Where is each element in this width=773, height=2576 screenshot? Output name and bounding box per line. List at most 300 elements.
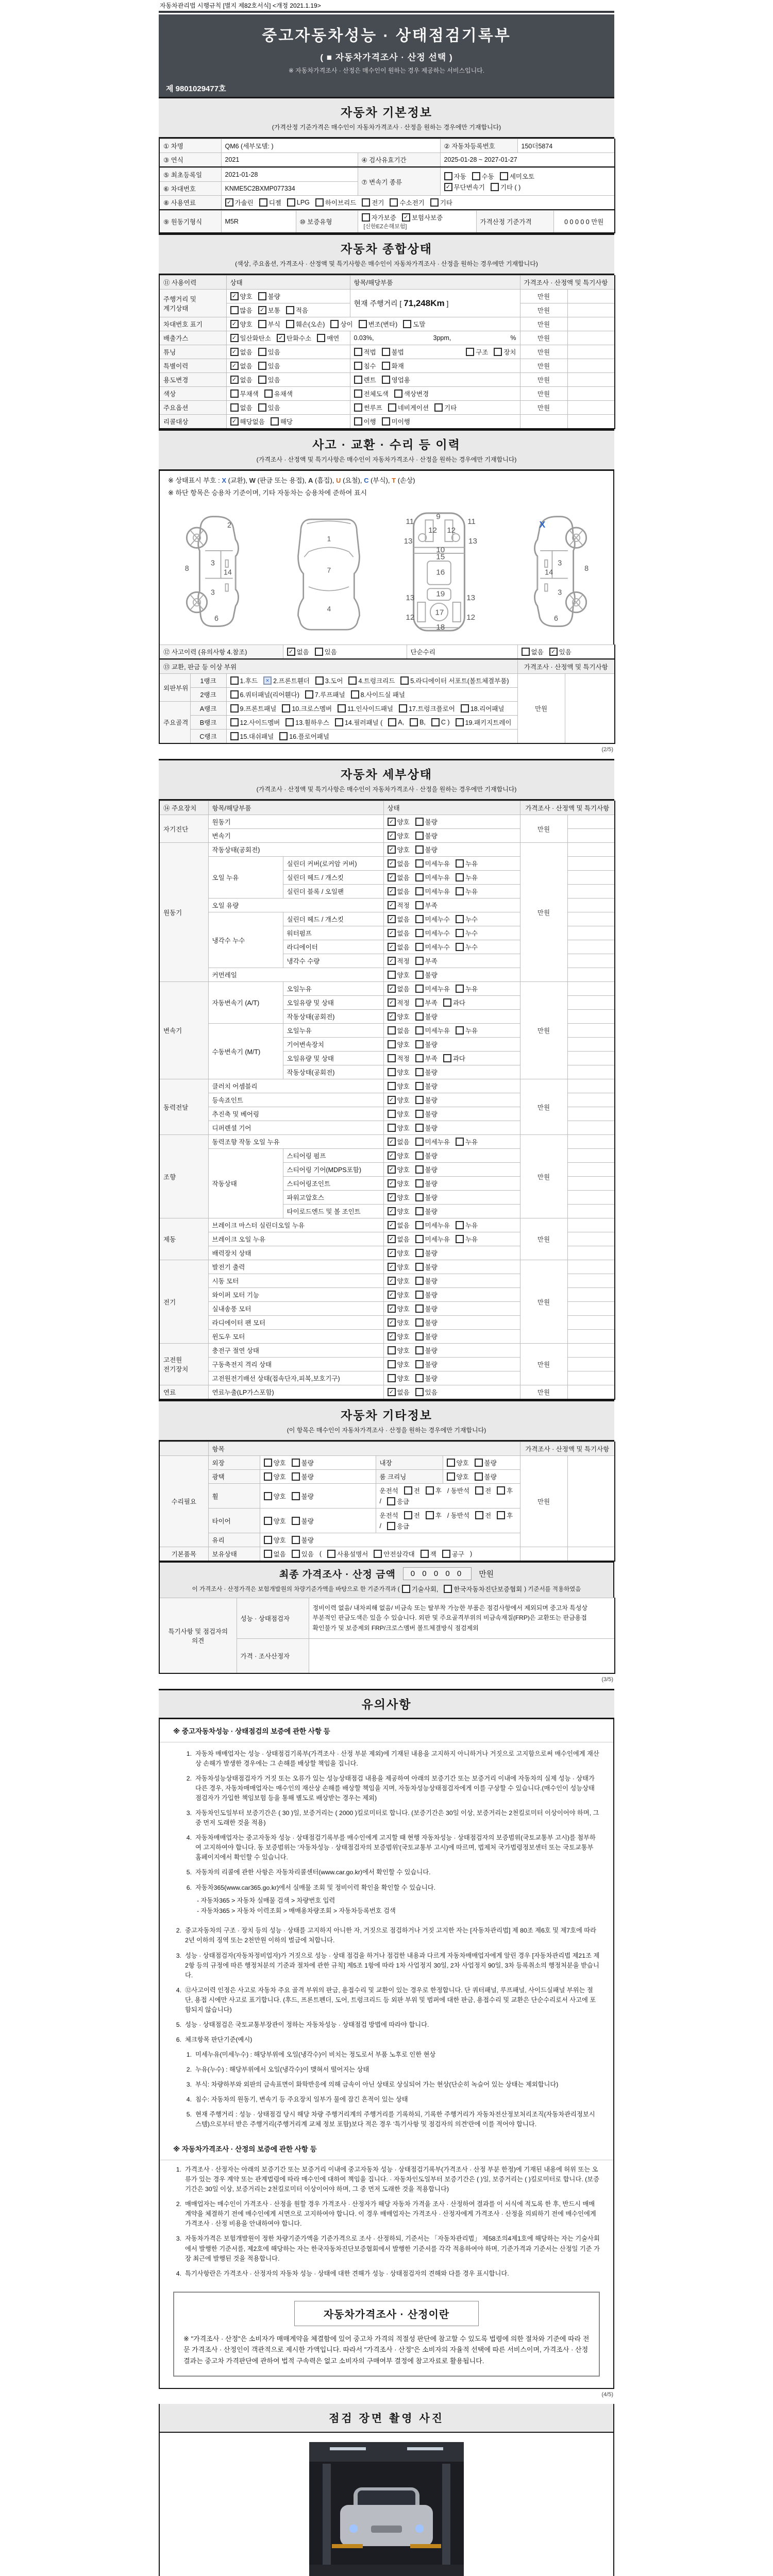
checkbox-unchecked[interactable] xyxy=(415,817,438,826)
panel-number: 3 xyxy=(211,559,215,568)
notice-item xyxy=(160,2032,613,2047)
item-label: 충전구 절연 상태 xyxy=(208,1344,383,1358)
checkbox-box-icon xyxy=(362,198,370,207)
checkbox-unchecked[interactable] xyxy=(359,319,398,329)
checkbox-unchecked[interactable] xyxy=(258,375,280,384)
checkbox-unchecked[interactable] xyxy=(404,1511,420,1520)
checkbox-unchecked[interactable] xyxy=(292,1516,314,1526)
checkbox-unchecked[interactable] xyxy=(415,1318,438,1327)
seat-label: 운전석 xyxy=(379,1512,398,1519)
checkbox-checked[interactable] xyxy=(388,1332,410,1341)
checkbox-checked[interactable] xyxy=(230,319,253,329)
checkbox-checked[interactable] xyxy=(388,1387,410,1397)
panel-number: 18 xyxy=(436,623,445,632)
checkbox-unchecked[interactable] xyxy=(282,704,332,713)
checkbox-unchecked[interactable] xyxy=(230,704,277,713)
checkbox-checked[interactable] xyxy=(388,1276,410,1285)
checkbox-unchecked[interactable] xyxy=(415,1276,438,1285)
checkbox-unchecked[interactable] xyxy=(415,984,450,993)
checkbox-label: 양호 xyxy=(397,819,410,826)
checkbox-label: 있음 xyxy=(559,649,572,656)
checkbox-unchecked[interactable] xyxy=(259,198,281,207)
notice-item xyxy=(160,1771,613,1806)
checkbox-unchecked[interactable] xyxy=(388,1026,410,1035)
checkbox-unchecked[interactable] xyxy=(415,1346,438,1355)
checkbox-unchecked[interactable] xyxy=(387,1497,409,1506)
checkbox-box-icon xyxy=(415,1235,424,1243)
checkbox-label: 11.인사이드패널 xyxy=(347,705,393,713)
checkbox-box-icon xyxy=(415,1291,424,1299)
checkbox-box-icon xyxy=(415,1151,424,1160)
checkbox-checked[interactable] xyxy=(230,375,253,384)
state-checks xyxy=(388,817,516,826)
notice-item xyxy=(160,2231,613,2266)
checkbox-checked[interactable] xyxy=(388,1221,410,1230)
checkbox-checked[interactable] xyxy=(388,1165,410,1174)
checkbox-unchecked[interactable] xyxy=(382,417,410,426)
checkbox-box-icon xyxy=(415,1249,424,1257)
checkbox-unchecked[interactable] xyxy=(230,389,259,398)
checkbox-unchecked[interactable] xyxy=(258,319,280,329)
checkbox-unchecked[interactable] xyxy=(421,1549,436,1558)
color-detail-checks xyxy=(354,389,516,398)
checkbox-unchecked[interactable] xyxy=(447,1472,469,1481)
checkbox-unchecked[interactable] xyxy=(382,347,404,357)
checkbox-checked[interactable] xyxy=(388,998,410,1007)
checkbox-box-icon: ✓ xyxy=(388,1304,396,1313)
checkbox-unchecked[interactable] xyxy=(415,1026,450,1035)
damage-code-legend xyxy=(159,471,614,501)
checkbox-unchecked[interactable] xyxy=(362,213,396,222)
checkbox-unchecked[interactable] xyxy=(415,1151,438,1160)
checkbox-checked[interactable] xyxy=(230,347,253,357)
checkbox-unchecked[interactable] xyxy=(475,1472,497,1481)
checkbox-unchecked[interactable] xyxy=(374,1549,414,1558)
checkbox-checked[interactable] xyxy=(230,417,265,426)
checkbox-unchecked[interactable] xyxy=(287,198,310,207)
checkbox-unchecked[interactable] xyxy=(387,1521,409,1531)
checkbox-unchecked[interactable] xyxy=(264,1472,286,1481)
checkbox-unchecked[interactable] xyxy=(292,1458,314,1467)
checkbox-label: 16.플로어패널 xyxy=(289,733,329,740)
checkbox-unchecked[interactable] xyxy=(415,1012,438,1021)
checkbox-checked[interactable] xyxy=(388,873,410,882)
checkbox-unchecked[interactable] xyxy=(456,1026,478,1035)
notice-subsection-title: ※ 자동차가격조사 · 산정의 보증에 관한 사항 등 xyxy=(160,2137,613,2160)
checkbox-unchecked[interactable] xyxy=(354,375,376,384)
checkbox-checked[interactable] xyxy=(388,1137,410,1146)
checkbox-unchecked[interactable] xyxy=(415,1067,438,1077)
checkbox-unchecked[interactable] xyxy=(456,873,478,882)
checkbox-unchecked[interactable] xyxy=(415,1081,438,1091)
checkbox-unchecked[interactable] xyxy=(230,676,258,685)
price-cell: 만원 xyxy=(520,1079,567,1135)
checkbox-unchecked[interactable] xyxy=(415,1374,438,1383)
checkbox-unchecked[interactable] xyxy=(335,718,382,727)
checkbox-unchecked[interactable] xyxy=(442,1549,464,1558)
checkbox-unchecked[interactable] xyxy=(388,718,404,726)
notice-item xyxy=(160,2047,613,2062)
note-cell xyxy=(567,1385,615,1400)
column-header: ⑬ 교환, 판금 등 이상 부위 xyxy=(159,660,517,674)
checkbox-unchecked[interactable] xyxy=(456,1137,478,1146)
item-number: 4. xyxy=(186,1834,192,1842)
checkbox-label: 없음 xyxy=(296,649,309,656)
checkbox-unchecked[interactable] xyxy=(456,859,478,868)
checkbox-unchecked[interactable] xyxy=(285,718,329,727)
checkbox-label: 누유 xyxy=(465,986,478,993)
checkbox-box-icon xyxy=(447,1472,455,1481)
section-inspection-photos xyxy=(159,2404,614,2576)
checkbox-box-icon: ✓ xyxy=(388,818,396,826)
checkbox-unchecked[interactable] xyxy=(494,347,516,357)
checkbox-unchecked[interactable] xyxy=(388,1040,410,1049)
checkbox-unchecked[interactable] xyxy=(351,690,405,699)
group-label: 전기 xyxy=(159,1260,208,1344)
subgroup-label: 작동상태 xyxy=(208,1149,283,1218)
front-rear-checks xyxy=(475,1486,513,1495)
checkbox-unchecked[interactable] xyxy=(410,718,426,726)
checkbox-box-icon xyxy=(415,1374,424,1382)
checkbox-unchecked[interactable] xyxy=(382,361,404,370)
checkbox-checked[interactable] xyxy=(388,887,410,896)
checkbox-unchecked[interactable] xyxy=(354,417,376,426)
checkbox-unchecked[interactable] xyxy=(415,901,438,910)
checkbox-unchecked[interactable] xyxy=(415,928,450,938)
tuning-checks xyxy=(230,347,346,357)
checkbox-unchecked[interactable] xyxy=(230,718,280,727)
checkbox-unchecked[interactable] xyxy=(230,306,253,315)
checkbox-label: 미세누유 xyxy=(425,874,450,882)
checkbox-checked[interactable] xyxy=(388,1207,410,1216)
checkbox-unchecked[interactable] xyxy=(475,1486,491,1495)
checkbox-unchecked[interactable] xyxy=(444,1584,522,1594)
checkbox-label: 7.루프패널 xyxy=(314,691,345,699)
checkbox-checked[interactable] xyxy=(277,333,311,343)
notice-item xyxy=(160,1880,613,1895)
checkbox-checked[interactable] xyxy=(388,984,410,993)
checkbox-unchecked[interactable] xyxy=(388,1054,410,1063)
item-text: 중고자동차의 구조 · 장치 등의 성능 · 상태를 고지하지 아니한 자, 거짓으로 점검하거나 거짓 고지한 자는 [자동차관리법] 제 80조 제6호 및 제7호에 따라 2년 이하의 징역 또는 2천만원 이하의 벌금에 처합니다. xyxy=(185,1927,597,1944)
checkbox-unchecked[interactable] xyxy=(426,1511,442,1520)
checkbox-unchecked[interactable] xyxy=(317,333,339,343)
checkbox-box-icon xyxy=(415,985,424,993)
checkbox-label: 양호 xyxy=(397,1306,410,1313)
final-price-strip xyxy=(159,1562,614,1598)
checkbox-unchecked[interactable] xyxy=(415,1109,438,1118)
checkbox-checked[interactable] xyxy=(287,647,309,656)
note-cell xyxy=(567,899,615,912)
checkbox-unchecked[interactable] xyxy=(415,873,450,882)
checkbox-unchecked[interactable] xyxy=(388,1360,410,1369)
checkbox-unchecked[interactable] xyxy=(415,1207,438,1216)
transmission-checks-row2 xyxy=(444,182,611,192)
checkbox-unchecked[interactable] xyxy=(415,1193,438,1202)
checkbox-unchecked[interactable] xyxy=(305,690,345,699)
checkbox-unchecked[interactable] xyxy=(466,347,488,357)
checkbox-label: 이행 xyxy=(363,418,376,426)
checkbox-checked[interactable] xyxy=(388,901,410,910)
checkbox-label: A, xyxy=(398,719,405,726)
checkbox-checked[interactable] xyxy=(388,942,410,952)
checkbox-unchecked[interactable] xyxy=(456,887,478,896)
checkbox-unchecked[interactable] xyxy=(456,928,478,938)
checkbox-unchecked[interactable] xyxy=(491,182,520,192)
checkbox-unchecked[interactable] xyxy=(258,347,280,357)
checkbox-unchecked[interactable] xyxy=(388,403,429,412)
checkbox-unchecked[interactable] xyxy=(230,690,299,699)
checkbox-unchecked[interactable] xyxy=(415,942,450,952)
checkbox-unchecked[interactable] xyxy=(354,389,389,398)
checkbox-checked[interactable] xyxy=(225,198,254,207)
checkbox-unchecked[interactable] xyxy=(388,1374,410,1383)
checkbox-box-icon xyxy=(466,348,474,356)
checkbox-checked[interactable] xyxy=(388,845,410,854)
checkbox-checked[interactable] xyxy=(230,333,271,343)
checkbox-unchecked[interactable] xyxy=(394,389,429,398)
checkbox-unchecked[interactable] xyxy=(415,1262,438,1272)
checkbox-label: 있음 xyxy=(267,349,280,356)
checkbox-unchecked[interactable] xyxy=(388,1081,410,1091)
row-label: 튜닝 xyxy=(159,345,226,359)
checkbox-unchecked[interactable] xyxy=(292,1492,314,1501)
state-checks xyxy=(388,928,516,938)
item-label: 브레이크 오일 누유 xyxy=(208,1232,383,1246)
panel-number: 4 xyxy=(327,605,331,613)
checkbox-unchecked[interactable] xyxy=(456,914,478,924)
note-cell xyxy=(567,373,615,387)
checkbox-unchecked[interactable] xyxy=(264,1516,286,1526)
checkbox-unchecked[interactable] xyxy=(402,1584,439,1594)
checkbox-unchecked[interactable] xyxy=(264,389,293,398)
checkbox-unchecked[interactable] xyxy=(315,676,343,685)
item-number: 1. xyxy=(186,1750,192,1757)
checkbox-checked[interactable] xyxy=(388,1012,410,1021)
checkbox-unchecked[interactable] xyxy=(444,172,466,181)
checkbox-unchecked[interactable] xyxy=(415,1054,438,1063)
checkbox-unchecked[interactable] xyxy=(415,1360,438,1369)
checkbox-unchecked[interactable] xyxy=(472,172,494,181)
panel-number: 14 xyxy=(224,568,232,577)
checkbox-unchecked[interactable] xyxy=(426,1486,442,1495)
checkbox-unchecked[interactable] xyxy=(388,1109,410,1118)
checkbox-checked[interactable] xyxy=(388,1179,410,1188)
checkbox-unchecked[interactable] xyxy=(415,914,450,924)
checkbox-unchecked[interactable] xyxy=(354,403,382,412)
checkbox-unchecked[interactable] xyxy=(415,1095,438,1105)
checkbox-unchecked[interactable] xyxy=(415,1179,438,1188)
label: 가격산정 기준가격 xyxy=(476,211,553,233)
checkbox-checked[interactable] xyxy=(388,859,410,868)
checkbox-unchecked[interactable] xyxy=(415,1137,450,1146)
checkbox-unchecked[interactable] xyxy=(415,1290,438,1299)
row-label: 주요옵션 xyxy=(159,401,226,415)
car-name-value: QM6 (세부모델: ) xyxy=(221,139,440,153)
checkbox-label: 불량 xyxy=(301,1460,314,1467)
checkbox-unchecked[interactable] xyxy=(415,831,438,840)
checkbox-label: 양호 xyxy=(273,1493,286,1500)
checkbox-unchecked[interactable] xyxy=(475,1458,497,1467)
checkbox-checked[interactable] xyxy=(388,1151,410,1160)
checkbox-unchecked[interactable] xyxy=(354,347,376,357)
rank-b-checks xyxy=(230,718,514,727)
checkbox-checked[interactable] xyxy=(388,1304,410,1313)
checkbox-unchecked[interactable] xyxy=(315,198,356,207)
checkbox-unchecked[interactable] xyxy=(388,1067,410,1077)
checkbox-unchecked[interactable] xyxy=(500,172,534,181)
checkbox-unchecked[interactable] xyxy=(415,998,438,1007)
checkbox-unchecked[interactable] xyxy=(315,647,337,656)
row-label: ⑫ 사고이력 (유의사항 4.참조) xyxy=(159,645,283,659)
checkbox-box-icon xyxy=(456,859,464,868)
checkbox-checked[interactable] xyxy=(388,1262,410,1272)
checkbox-unchecked[interactable] xyxy=(354,361,376,370)
checkbox-unchecked[interactable] xyxy=(443,998,465,1007)
checkbox-box-icon: ✓ xyxy=(388,887,396,895)
checkbox-unchecked[interactable] xyxy=(456,1221,478,1230)
checkbox-label: 기술사회, xyxy=(411,1586,439,1593)
checkbox-unchecked[interactable] xyxy=(415,970,438,979)
checkbox-checked[interactable] xyxy=(388,1095,410,1105)
checkbox-box-icon xyxy=(388,1040,396,1048)
checkbox-unchecked[interactable] xyxy=(388,1123,410,1132)
checkbox-unchecked[interactable] xyxy=(415,1248,438,1258)
checkbox-checked[interactable] xyxy=(388,914,410,924)
checkbox-box-icon xyxy=(456,1221,464,1229)
car-diagram-right-side xyxy=(506,507,594,636)
checkbox-label: 양호 xyxy=(456,1473,469,1481)
checkbox-unchecked[interactable] xyxy=(434,403,457,412)
checkbox-unchecked[interactable] xyxy=(292,1535,314,1545)
checkbox-unchecked[interactable] xyxy=(348,676,395,685)
checkbox-checked[interactable] xyxy=(388,956,410,965)
checkbox-checked[interactable] xyxy=(444,182,485,192)
checkbox-unchecked[interactable] xyxy=(279,732,329,741)
item-label: 배력장치 상태 xyxy=(208,1246,383,1260)
item-number: 3. xyxy=(186,2081,192,2088)
checkbox-box-icon: ✕ xyxy=(263,676,272,685)
checkbox-checked[interactable] xyxy=(388,1193,410,1202)
checkbox-unchecked[interactable] xyxy=(362,198,384,207)
checkbox-unchecked[interactable] xyxy=(415,1123,438,1132)
tuning-detail xyxy=(354,347,516,357)
checkbox-unchecked[interactable] xyxy=(497,1486,513,1495)
checkbox-unchecked[interactable] xyxy=(461,704,505,713)
checkbox-checked[interactable] xyxy=(388,928,410,938)
checkbox-unchecked[interactable] xyxy=(415,1332,438,1341)
checkbox-checked[interactable] xyxy=(388,1290,410,1299)
checkbox-unchecked[interactable] xyxy=(403,319,425,329)
item-label: 라디에이터 팬 모터 xyxy=(208,1316,383,1330)
checkbox-unchecked[interactable] xyxy=(443,1054,465,1063)
checkbox-checked[interactable] xyxy=(388,1318,410,1327)
checkbox-unchecked[interactable] xyxy=(330,319,352,329)
checkbox-unchecked[interactable] xyxy=(258,292,280,301)
item-label: 오일유량 및 상태 xyxy=(283,1052,383,1065)
checkbox-unchecked[interactable] xyxy=(400,676,509,685)
rank2-checks xyxy=(230,690,514,699)
checkbox-label: 없음 xyxy=(397,944,410,951)
checkbox-unchecked[interactable] xyxy=(456,1234,478,1244)
checkbox-unchecked[interactable] xyxy=(456,984,478,993)
checkbox-checked[interactable] xyxy=(402,213,443,222)
checkbox-unchecked[interactable] xyxy=(264,1549,286,1558)
checkbox-unchecked[interactable] xyxy=(415,845,438,854)
checkbox-unchecked[interactable] xyxy=(456,718,512,727)
checkbox-unchecked[interactable] xyxy=(415,956,438,965)
checkbox-unchecked[interactable] xyxy=(292,1472,314,1481)
checkbox-unchecked[interactable] xyxy=(286,319,325,329)
item-label: 오일유량 및 상태 xyxy=(283,996,383,1010)
checkbox-unchecked[interactable] xyxy=(404,1486,420,1495)
checkbox-unchecked[interactable] xyxy=(258,361,280,370)
checkbox-unchecked[interactable] xyxy=(415,859,450,868)
checkbox-box-icon xyxy=(230,718,239,726)
checkbox-unchecked[interactable] xyxy=(230,403,253,412)
checkbox-unchecked[interactable] xyxy=(230,732,274,741)
checkbox-unchecked[interactable] xyxy=(415,1234,450,1244)
checkbox-label: 5.라디에이터 서포트(볼트체결부품) xyxy=(410,677,509,685)
checkbox-unchecked[interactable] xyxy=(456,942,478,952)
checkbox-unchecked[interactable] xyxy=(399,704,455,713)
checkbox-checked[interactable] xyxy=(230,361,253,370)
checkbox-unchecked[interactable] xyxy=(522,647,544,656)
checkbox-unchecked[interactable] xyxy=(388,1346,410,1355)
checkbox-unchecked[interactable] xyxy=(388,970,410,979)
checkbox-unchecked[interactable] xyxy=(286,306,308,315)
checkbox-unchecked[interactable] xyxy=(415,1040,438,1049)
document-number: 제 9801029477호 xyxy=(166,84,226,93)
checkbox-unchecked[interactable] xyxy=(271,417,293,426)
checkbox-unchecked[interactable] xyxy=(390,198,424,207)
checkbox-unchecked[interactable] xyxy=(292,1549,314,1558)
checkbox-box-icon xyxy=(388,1110,396,1118)
checkbox-unchecked[interactable] xyxy=(264,1492,286,1501)
checkbox-unchecked[interactable] xyxy=(475,1511,491,1520)
checkbox-unchecked[interactable] xyxy=(415,1165,438,1174)
checkbox-box-icon xyxy=(292,1536,300,1544)
checkbox-unchecked[interactable] xyxy=(415,1221,450,1230)
checkbox-x-marked[interactable] xyxy=(263,676,310,685)
checkbox-label: 가솔린 xyxy=(234,199,254,207)
checkbox-checked[interactable] xyxy=(388,1234,410,1244)
checkbox-checked[interactable] xyxy=(230,292,253,301)
checkbox-unchecked[interactable] xyxy=(415,887,450,896)
checkbox-unchecked[interactable] xyxy=(430,198,452,207)
checkbox-box-icon xyxy=(264,1472,272,1481)
checkbox-unchecked[interactable] xyxy=(382,375,410,384)
checkbox-box-icon xyxy=(230,389,239,398)
checkbox-unchecked[interactable] xyxy=(497,1511,513,1520)
checkbox-box-icon xyxy=(258,348,266,356)
checkbox-unchecked[interactable] xyxy=(327,1549,368,1558)
checkbox-unchecked[interactable] xyxy=(447,1458,469,1467)
checkbox-checked[interactable] xyxy=(258,306,280,315)
checkbox-unchecked[interactable] xyxy=(264,1458,286,1467)
item-number: 2. xyxy=(186,1775,192,1783)
checkbox-unchecked[interactable] xyxy=(415,1304,438,1313)
checkbox-checked[interactable] xyxy=(388,817,410,826)
checkbox-box-icon xyxy=(415,1082,424,1090)
checkbox-checked[interactable] xyxy=(549,647,572,656)
checkbox-checked[interactable] xyxy=(388,1248,410,1258)
checkbox-unchecked[interactable] xyxy=(338,704,393,713)
checkbox-unchecked[interactable] xyxy=(415,1387,438,1397)
checkbox-unchecked[interactable] xyxy=(264,1535,286,1545)
checkbox-checked[interactable] xyxy=(388,831,410,840)
checkbox-unchecked[interactable] xyxy=(431,718,450,726)
checkbox-unchecked[interactable] xyxy=(258,403,280,412)
